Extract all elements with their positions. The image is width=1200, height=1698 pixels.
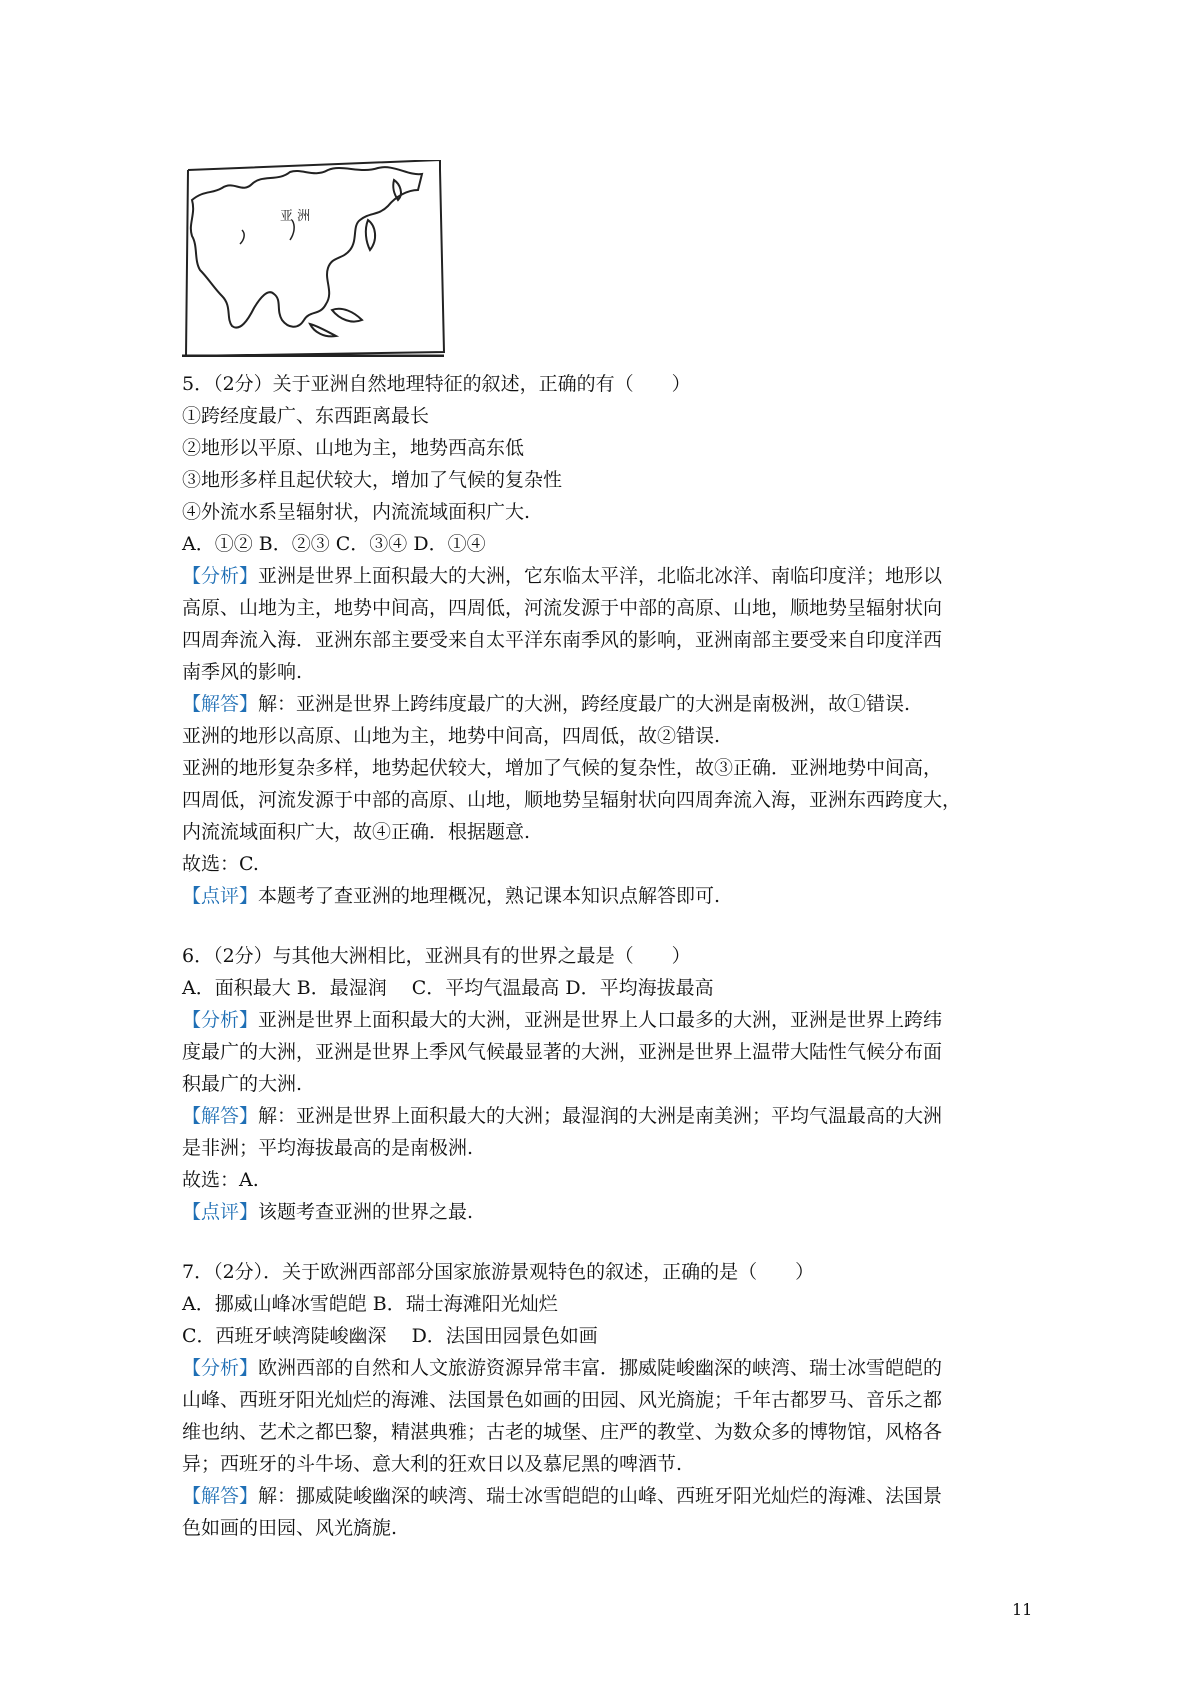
options: A．挪威山峰冰雪皑皑 B．瑞士海滩阳光灿烂 (182, 1293, 558, 1315)
asia-map (182, 160, 482, 357)
answer-tag: 【解答】 (182, 1485, 259, 1507)
analysis-text: 山峰、西班牙阳光灿烂的海滩、法国景色如画的田园、风光旖旎；千年古都罗马、音乐之都 (182, 1389, 943, 1411)
analysis-text: 维也纳、艺术之都巴黎，精湛典雅；古老的城堡、庄严的教堂、为数众多的博物馆，风格各 (182, 1421, 943, 1443)
analysis-text: 异；西班牙的斗牛场、意大利的狂欢日以及慕尼黑的啤酒节. (182, 1453, 683, 1475)
answer-text: 解：亚洲是世界上跨纬度最广的大洲，跨经度最广的大洲是南极洲，故①错误. (258, 693, 911, 715)
question-stem: 6．（2分）与其他大洲相比，亚洲具有的世界之最是（ ） (182, 945, 691, 967)
analysis-text: 度最广的大洲，亚洲是世界上季风气候最显著的大洲，亚洲是世界上温带大陆性气候分布面 (182, 1041, 943, 1063)
review-text: 本题考了查亚洲的地理概况，熟记课本知识点解答即可. (258, 885, 721, 907)
options: A．①② B．②③ C．③④ D．①④ (182, 533, 486, 555)
question-5 (182, 368, 1042, 912)
analysis-line (182, 1352, 1042, 1384)
review-line (182, 880, 1042, 912)
answer-text: 色如画的田园、风光旖旎. (182, 1517, 398, 1539)
statement: ②地形以平原、山地为主，地势西高东低 (182, 437, 525, 459)
analysis-text: 积最广的大洲. (182, 1073, 303, 1095)
asia-map-drawing (182, 160, 482, 357)
analysis-tag: 【分析】 (182, 565, 259, 587)
question-6 (182, 940, 1042, 1228)
answer-line (182, 1480, 1042, 1512)
answer-tag: 【解答】 (182, 693, 259, 715)
question-content (182, 368, 1042, 1544)
options: C．西班牙峡湾陡峻幽深 D．法国田园景色如画 (182, 1325, 598, 1347)
answer-text: 解：挪威陡峻幽深的峡湾、瑞士冰雪皑皑的山峰、西班牙阳光灿烂的海滩、法国景 (258, 1485, 943, 1507)
options: A．面积最大 B．最湿润 C．平均气温最高 D．平均海拔最高 (182, 977, 714, 999)
analysis-text: 高原、山地为主，地势中间高，四周低，河流发源于中部的高原、山地，顺地势呈辐射状向 (182, 597, 943, 619)
analysis-line (182, 1004, 1042, 1036)
statement: ③地形多样且起伏较大，增加了气候的复杂性 (182, 469, 563, 491)
analysis-text: 欧洲西部的自然和人文旅游资源异常丰富．挪威陡峻幽深的峡湾、瑞士冰雪皑皑的 (258, 1357, 943, 1379)
page-number: 11 (1012, 1600, 1033, 1619)
question-7 (182, 1256, 1042, 1544)
answer-text: 内流流域面积广大，故④正确．根据题意. (182, 821, 531, 843)
analysis-tag: 【分析】 (182, 1357, 259, 1379)
answer-text: 亚洲的地形以高原、山地为主，地势中间高，四周低，故②错误. (182, 725, 721, 747)
analysis-text: 四周奔流入海．亚洲东部主要受来自太平洋东南季风的影响，亚洲南部主要受来自印度洋西 (182, 629, 943, 651)
analysis-line (182, 560, 1042, 592)
answer-text: 解：亚洲是世界上面积最大的大洲；最湿润的大洲是南美洲；平均气温最高的大洲 (258, 1105, 943, 1127)
answer-choice: 故选：A. (182, 1169, 259, 1191)
answer-text: 是非洲；平均海拔最高的是南极洲. (182, 1137, 474, 1159)
analysis-tag: 【分析】 (182, 1009, 259, 1031)
answer-choice: 故选：C. (182, 853, 259, 875)
answer-line (182, 688, 1042, 720)
answer-text: 四周低，河流发源于中部的高原、山地，顺地势呈辐射状向四周奔流入海，亚洲东西跨度大， (182, 789, 962, 811)
statement: ④外流水系呈辐射状，内流流域面积广大. (182, 501, 531, 523)
review-tag: 【点评】 (182, 885, 259, 907)
review-line (182, 1196, 1042, 1228)
answer-line (182, 1100, 1042, 1132)
answer-tag: 【解答】 (182, 1105, 259, 1127)
analysis-text: 南季风的影响. (182, 661, 303, 683)
question-stem: 5．（2分）关于亚洲自然地理特征的叙述，正确的有（ ） (182, 373, 691, 395)
review-text: 该题考查亚洲的世界之最. (258, 1201, 474, 1223)
map-label: 亚 洲 (280, 209, 311, 224)
review-tag: 【点评】 (182, 1201, 259, 1223)
analysis-text: 亚洲是世界上面积最大的大洲，它东临太平洋，北临北冰洋、南临印度洋；地形以 (258, 565, 943, 587)
statement: ①跨经度最广、东西距离最长 (182, 405, 430, 427)
answer-text: 亚洲的地形复杂多样，地势起伏较大，增加了气候的复杂性，故③正确．亚洲地势中间高， (182, 757, 943, 779)
analysis-text: 亚洲是世界上面积最大的大洲，亚洲是世界上人口最多的大洲，亚洲是世界上跨纬 (258, 1009, 943, 1031)
question-stem: 7．（2分）．关于欧洲西部部分国家旅游景观特色的叙述，正确的是（ ） (182, 1261, 815, 1283)
